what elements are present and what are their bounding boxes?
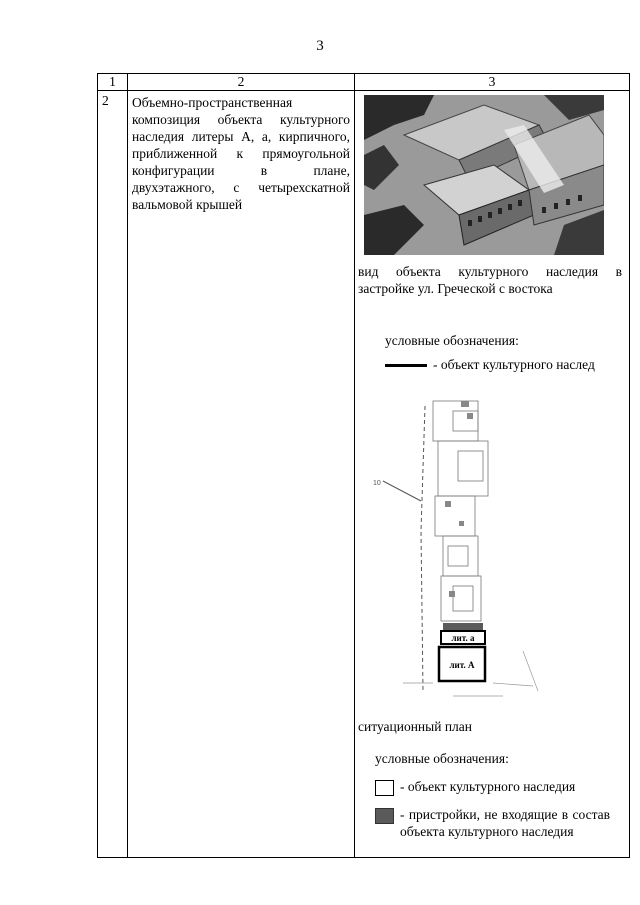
legend-item-heritage bbox=[375, 778, 625, 796]
gray-box-symbol bbox=[375, 808, 394, 824]
legend-title: условные обозначения: bbox=[385, 333, 519, 348]
legend-item-annex bbox=[375, 806, 625, 840]
svg-text:10: 10 bbox=[373, 480, 381, 487]
legend-annex-label: - пристройки, не входящие в состав объекта культурного наследия bbox=[400, 807, 610, 839]
photo-caption: вид объекта культурного наследия в застройке ул. Греческой с востока bbox=[358, 264, 622, 296]
plan-caption: ситуационный план bbox=[358, 719, 472, 734]
row-description: Объемно-пространственная композиция объекта культурного наследия литеры А, а, кирпичного, приближенной к прямоугольной конфигурации в плане, двухэтажного, с четырехскатной вальмовой крышей bbox=[128, 91, 355, 858]
heritage-line-symbol bbox=[385, 364, 427, 367]
line-legend-label: - объект культурного наслед bbox=[433, 357, 595, 372]
situation-plan bbox=[363, 391, 563, 711]
legend-heritage-label: - объект культурного наследия bbox=[400, 779, 576, 794]
line-legend-item bbox=[385, 357, 630, 373]
page-number: 3 bbox=[316, 38, 324, 54]
white-box-symbol bbox=[375, 780, 394, 796]
plan-legend-title: условные обозначения: bbox=[375, 751, 509, 766]
plan-label-lit-a-small: лит. а bbox=[451, 633, 475, 643]
document-table bbox=[97, 73, 630, 858]
header-col-3: 3 bbox=[355, 74, 630, 91]
header-col-1: 1 bbox=[98, 74, 128, 91]
aerial-photo bbox=[364, 95, 604, 255]
table-header-row bbox=[98, 74, 630, 91]
header-col-2: 2 bbox=[128, 74, 355, 91]
illustration-cell bbox=[355, 91, 630, 858]
plan-label-lit-a-big: лит. А bbox=[449, 660, 475, 670]
row-number: 2 bbox=[98, 91, 128, 858]
table-row bbox=[98, 91, 630, 858]
